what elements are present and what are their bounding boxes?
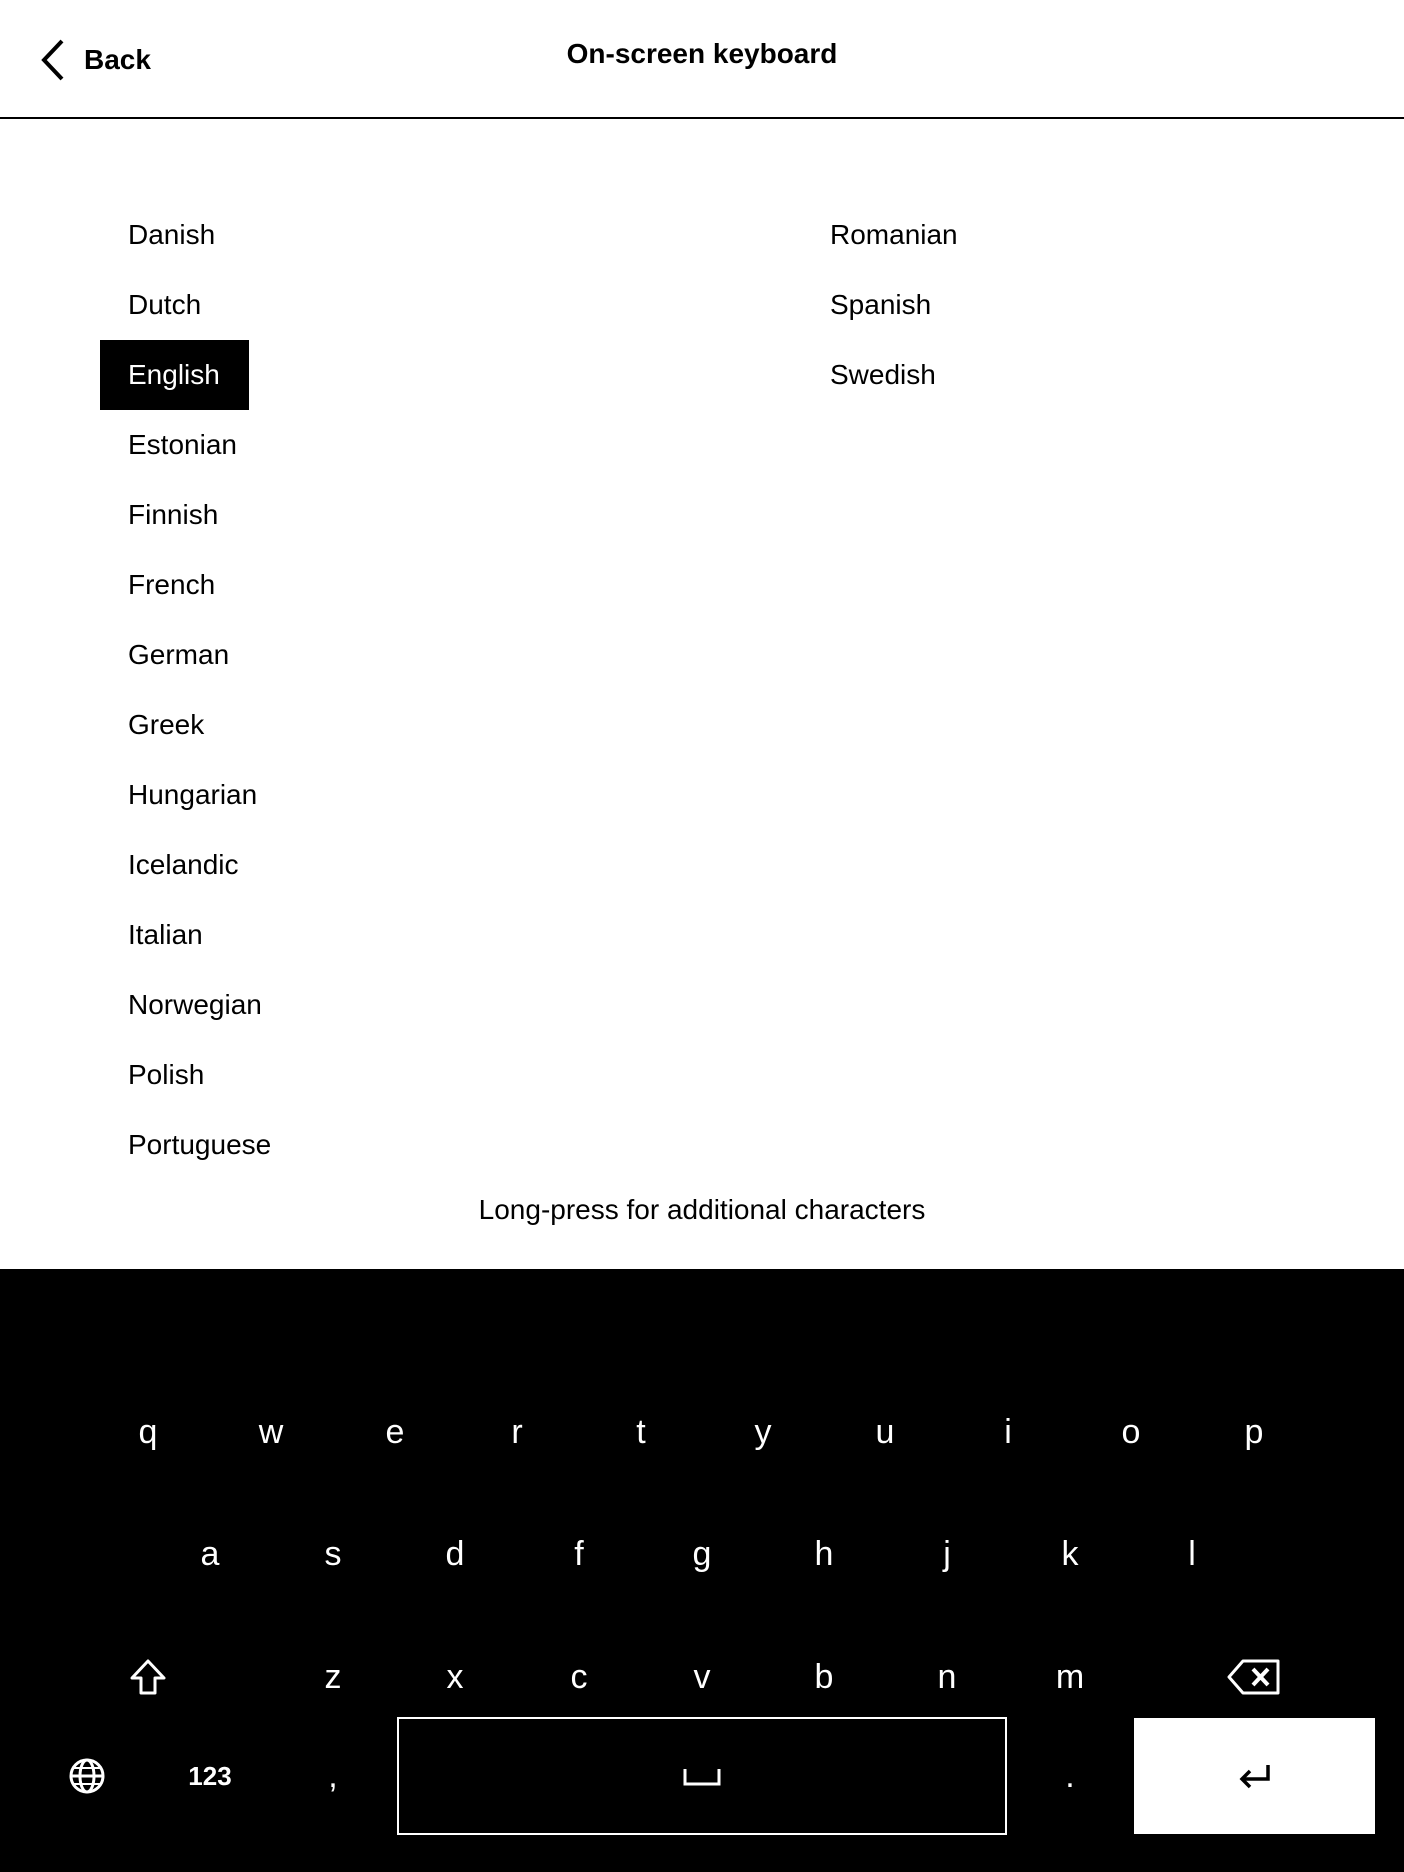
key-p[interactable]: p: [1244, 1412, 1264, 1451]
language-item-german[interactable]: German: [128, 639, 230, 670]
key-f[interactable]: f: [574, 1534, 584, 1573]
language-item-greek[interactable]: Greek: [128, 709, 205, 740]
key-o[interactable]: o: [1121, 1412, 1141, 1451]
key-k[interactable]: k: [1061, 1534, 1079, 1573]
key-j[interactable]: j: [943, 1534, 951, 1573]
language-item-romanian[interactable]: Romanian: [830, 219, 958, 250]
key-a[interactable]: a: [200, 1534, 220, 1573]
key-l[interactable]: l: [1188, 1534, 1196, 1573]
key-z[interactable]: z: [324, 1657, 342, 1696]
page-title: On-screen keyboard: [566, 38, 838, 69]
shift-key[interactable]: [93, 1632, 203, 1722]
language-item-portuguese[interactable]: Portuguese: [128, 1129, 272, 1160]
language-item-estonian[interactable]: Estonian: [128, 429, 237, 460]
language-item-polish[interactable]: Polish: [128, 1059, 205, 1090]
shift-icon: [128, 1657, 168, 1697]
key-u[interactable]: u: [875, 1412, 895, 1451]
key-q[interactable]: q: [138, 1412, 158, 1451]
key-x[interactable]: x: [446, 1657, 464, 1696]
space-key[interactable]: [397, 1717, 1007, 1835]
key-i[interactable]: i: [1004, 1412, 1012, 1451]
language-item-swedish[interactable]: Swedish: [830, 359, 936, 390]
language-item-danish[interactable]: Danish: [128, 219, 216, 250]
language-item-english[interactable]: English: [100, 340, 249, 410]
key-t[interactable]: t: [636, 1412, 646, 1451]
language-item-finnish[interactable]: Finnish: [128, 499, 219, 530]
key-c[interactable]: c: [570, 1657, 588, 1696]
key-r[interactable]: r: [511, 1412, 523, 1451]
back-label: Back: [84, 44, 151, 75]
period-key[interactable]: .: [1065, 1756, 1075, 1795]
key-n[interactable]: n: [937, 1657, 957, 1696]
key-w[interactable]: w: [258, 1412, 284, 1451]
space-icon: [682, 1765, 722, 1787]
key-m[interactable]: m: [1055, 1657, 1085, 1696]
language-item-dutch[interactable]: Dutch: [128, 289, 202, 320]
backspace-icon: [1227, 1658, 1281, 1696]
key-b[interactable]: b: [814, 1657, 834, 1696]
top-bar: [0, 0, 1404, 119]
language-item-icelandic[interactable]: Icelandic: [128, 849, 239, 880]
key-g[interactable]: g: [692, 1534, 712, 1573]
language-item-hungarian[interactable]: Hungarian: [128, 779, 258, 810]
key-s[interactable]: s: [324, 1534, 342, 1573]
key-h[interactable]: h: [814, 1534, 834, 1573]
backspace-key[interactable]: [1199, 1632, 1309, 1722]
enter-key[interactable]: [1134, 1718, 1375, 1834]
key-v[interactable]: v: [693, 1657, 711, 1696]
comma-key[interactable]: ,: [328, 1756, 338, 1795]
numbers-key[interactable]: 123: [188, 1760, 232, 1791]
language-switch-key[interactable]: [32, 1731, 142, 1821]
key-d[interactable]: d: [445, 1534, 465, 1573]
language-item-french[interactable]: French: [128, 569, 216, 600]
language-item-italian[interactable]: Italian: [128, 919, 203, 950]
long-press-hint: Long-press for additional characters: [478, 1194, 926, 1225]
globe-icon: [67, 1756, 107, 1796]
on-screen-keyboard: [0, 1269, 1404, 1872]
language-item-spanish[interactable]: Spanish: [830, 289, 932, 320]
key-e[interactable]: e: [385, 1412, 405, 1451]
language-item-norwegian[interactable]: Norwegian: [128, 989, 262, 1020]
key-y[interactable]: y: [754, 1412, 772, 1451]
enter-icon: [1238, 1762, 1272, 1790]
